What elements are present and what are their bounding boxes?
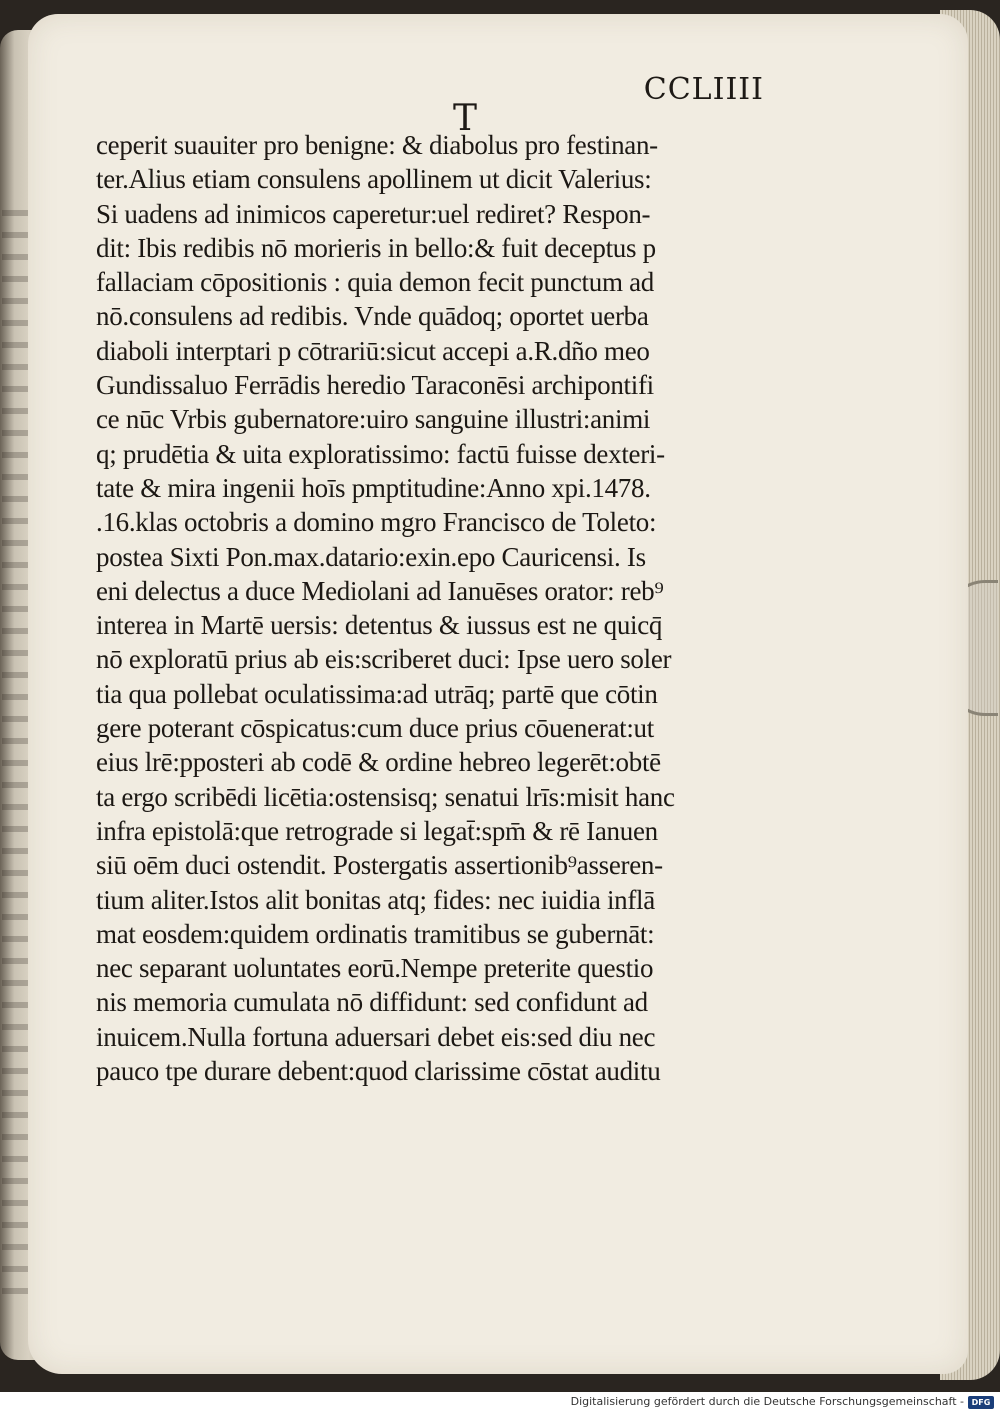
text-line: ceperit suauiter pro benigne: & diabolus pro festinan-	[96, 130, 658, 160]
footer-bar	[0, 1392, 1000, 1413]
text-line: dit: Ibis redibis nō morieris in bello:& fuit deceptus p	[96, 232, 656, 263]
page-heading-letter: T	[453, 98, 478, 139]
text-line: nō exploratū prius ab eis:scriberet duci: Ipse uero soler	[96, 644, 672, 675]
text-line: gere poterant cōspicatus:cum duce prius cōuenerat:ut	[96, 713, 654, 744]
text-line: mat eosdem:quidem ordinatis tramitibus se gubernāt:	[96, 918, 655, 949]
text-line: tate & mira ingenii hoīs pmptitudine:Anno xpi.1478.	[96, 472, 651, 503]
text-block	[96, 128, 766, 1088]
text-line: nō.consulens ad redibis. Vnde quādoq; oportet uerba	[96, 301, 649, 332]
text-line: nec separant uoluntates eorū.Nempe preterite questio	[96, 953, 654, 984]
text-line: q; prudētia & uita exploratissimo: factū fuisse dexteri-	[96, 438, 665, 469]
text-line: postea Sixti Pon.max.datario:exin.epo Cauricensi. Is	[96, 541, 646, 572]
text-line: infra epistolā:que retrograde si legat̄:spm̄ & rē Ianuen	[96, 815, 658, 846]
text-line: tium aliter.Istos alit bonitas atq; fides: nec iuidia inflā	[96, 884, 655, 915]
text-line: ter.Alius etiam consulens apollinem ut dicit Valerius:	[96, 164, 652, 195]
text-line: nis memoria cumulata nō diffidunt: sed confidunt ad	[96, 987, 648, 1018]
text-line: interea in Martē uersis: detentus & iussus est ne quicq̄	[96, 610, 663, 641]
text-line: fallaciam cōpositionis : quia demon fecit punctum ad	[96, 267, 654, 298]
text-line: inuicem.Nulla fortuna aduersari debet eis:sed diu nec	[96, 1021, 656, 1052]
text-line: .16.klas octobris a domino mgro Francisco de Toleto:	[96, 507, 657, 538]
text-line: diaboli interptari p cōtrariū:sicut accepi a.R.dño meo	[96, 335, 650, 366]
text-line: ta ergo scribēdi licētia:ostensisq; senatui lrīs:misit hanc	[96, 781, 675, 812]
text-line: siū oēm duci ostendit. Postergatis assertionib⁹asseren-	[96, 850, 663, 881]
text-line: pauco tpe durare debent:quod clarissime cōstat auditu	[96, 1056, 661, 1087]
funding-credit: Digitalisierung gefördert durch die Deutsche Forschungsgemeinschaft -	[570, 1395, 964, 1408]
text-line: ce nūc Vrbis gubernatore:uiro sanguine illustri:animi	[96, 404, 651, 435]
folio-number: CCLIIII	[643, 72, 764, 107]
text-line: Gundissaluo Ferrādis heredio Taraconēsi archipontifi	[96, 370, 654, 401]
text-line: tia qua pollebat oculatissima:ad utrāq; partē que cōtin	[96, 678, 658, 709]
text-line: eni delectus a duce Mediolani ad Ianuēses orator: reb⁹	[96, 575, 664, 606]
text-line: eius lrē:pposteri ab codē & ordine hebreo legerēt:obtē	[96, 747, 661, 778]
dfg-logo: DFG	[968, 1396, 994, 1409]
text-line: Si uadens ad inimicos caperetur:uel rediret? Respon-	[96, 198, 651, 229]
